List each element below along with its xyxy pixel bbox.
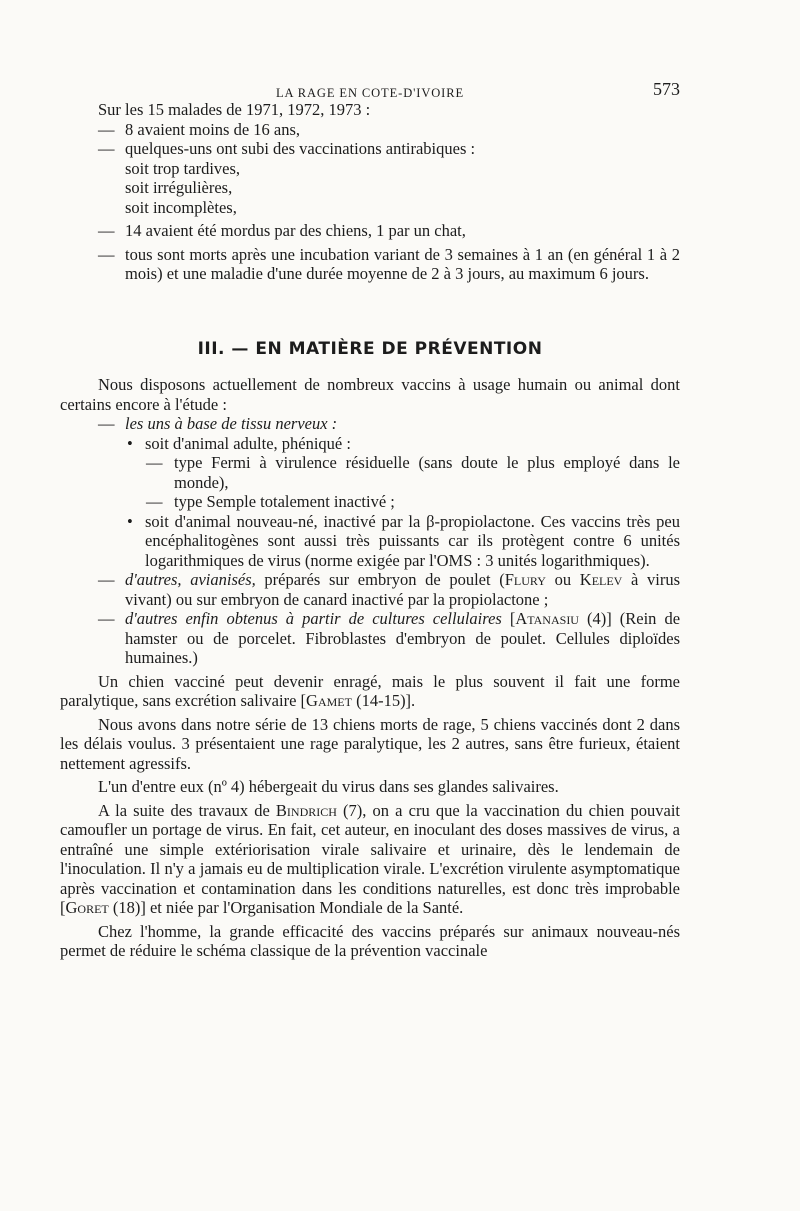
list-item: — tous sont morts après une incubation variant de 3 semaines à 1 an (en général 1 à 2 mois) et une maladie d'une durée moyenne de 2 à 3 jours, au maximum 6 jours. xyxy=(98,244,680,283)
list-item: — type Fermi à virulence résiduelle (sans doute le plus employé dans le monde), xyxy=(146,453,680,492)
list-item: — les uns à base de tissu nerveux : xyxy=(98,414,338,433)
page xyxy=(60,70,680,961)
list-item: — 8 avaient moins de 16 ans, xyxy=(98,119,301,139)
list-item: — type Semple totalement inactivé ; xyxy=(146,492,395,511)
sub-item: soit incomplètes, xyxy=(125,197,237,217)
section-heading: III. — EN MATIÈRE DE PRÉVENTION xyxy=(197,338,543,359)
page-header xyxy=(60,70,680,100)
running-title: LA RAGE EN COTE-D'IVOIRE xyxy=(275,86,465,100)
bullet-item: • soit d'animal nouveau-né, inactivé par la β-propiolactone. Ces vaccins très peu encéphalitogènes sont aussi très puissants car ils protègent contre 6 unités logarithmiques de virus (norme exigée par l'OMS : 3 unités logarithmiques). xyxy=(127,511,680,570)
list-item: — d'autres enfin obtenus à partir de cultures cellulaires [Atanasiu (4)] (Rein de hamster ou de porcelet. Fibroblastes d'embryon de poulet. Cellules diploïdes humaines.) xyxy=(98,609,681,667)
sub-item: soit trop tardives, xyxy=(125,158,241,178)
paragraph: Chez l'homme, la grande efficacité des vaccins préparés sur animaux nouveau-nés permet de réduire le schéma classique de la prévention vaccinale xyxy=(60,921,680,960)
list-item: — d'autres, avianisés, préparés sur embryon de poulet (Flury ou Kelev à virus vivant) ou sur embryon de canard inactivé par la propiolactone ; xyxy=(98,570,681,609)
list-item: — quelques-uns ont subi des vaccinations antirabiques : xyxy=(98,139,476,158)
paragraph: A la suite des travaux de Bindrich (7), on a cru que la vaccination du chien pouvait camoufler un portage de virus. En fait, cet auteur, en inoculant des doses massives de virus, a entraîné une simple extériorisation virale salivaire et urinaire, dès le lendemain de l'inoculation. Il n'y a jamais eu de multiplication virale. L'excrétion virulente asymptomatique après vaccination et contamination dans les conditions naturelles, est donc très improbable [Goret (18)] et niée par l'Organisation Mondiale de la Santé. xyxy=(60,800,680,917)
paragraph: Un chien vacciné peut devenir enragé, mais le plus souvent il fait une forme paralytique, sans excrétion salivaire [Gamet (14-15)]. xyxy=(60,671,680,710)
sub-item: soit irrégulières, xyxy=(125,178,233,197)
paragraph: L'un d'entre eux (nº 4) hébergeait du virus dans ses glandes salivaires. xyxy=(98,777,559,796)
list-item: — 14 avaient été mordus par des chiens, 1 par un chat, xyxy=(98,221,466,240)
paragraph: Nous avons dans notre série de 13 chiens morts de rage, 5 chiens vaccinés dont 2 dans les délais voulus. 3 présentaient une rage paralytique, les 2 autres, sans être furieux, étaient nettement agressifs. xyxy=(60,714,680,773)
vaccines-intro: Nous disposons actuellement de nombreux vaccins à usage humain ou animal dont certains encore à l'étude : xyxy=(60,375,680,414)
stats-intro: Sur les 15 malades de 1971, 1972, 1973 : xyxy=(98,100,371,119)
page-number: 573 xyxy=(653,79,680,99)
bullet-item: • soit d'animal adulte, phéniqué : xyxy=(127,433,351,453)
